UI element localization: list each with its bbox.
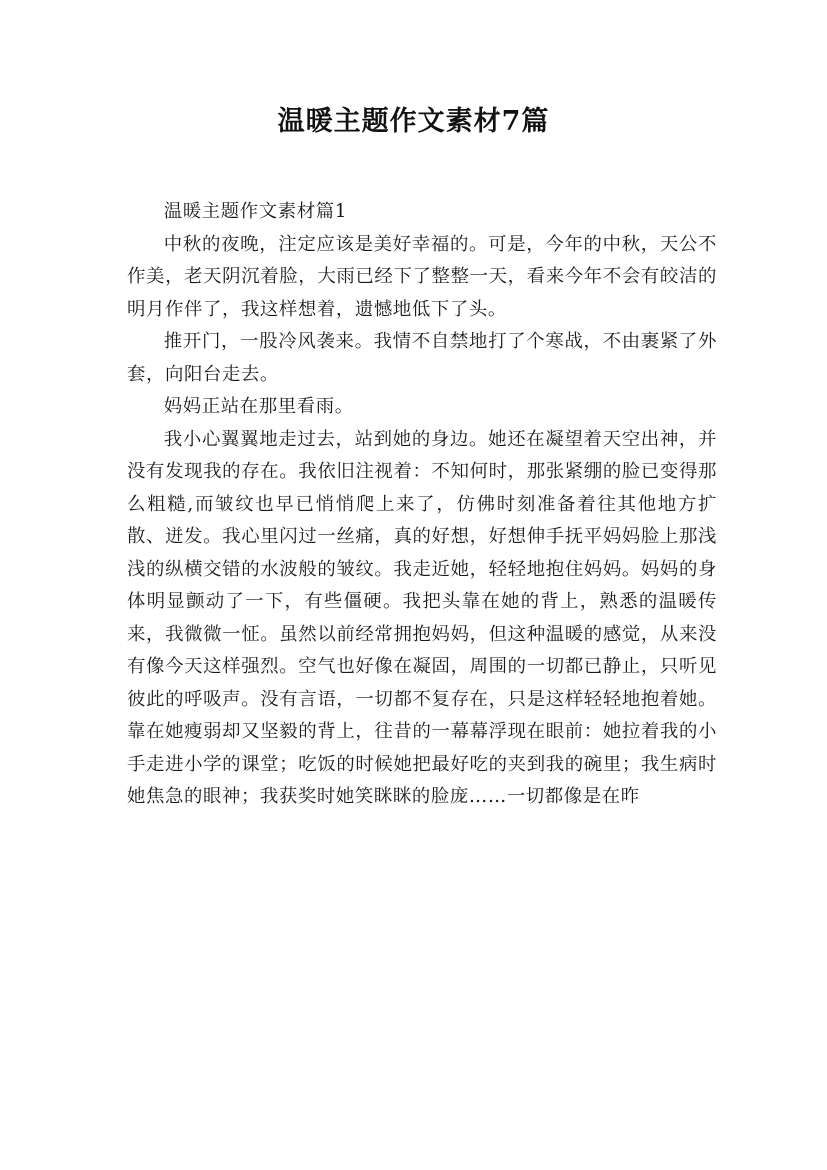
document-body [127,196,717,814]
paragraph-4: 我小心翼翼地走过去，站到她的身边。她还在凝望着天空出神，并没有发现我的存在。我依旧注视着：不知何时，那张紧绷的脸已变得那么粗糙,而皱纹也早已悄悄爬上来了，仿佛时刻准备着往其他地方扩散、迸发。我心里闪过一丝痛，真的好想，好想伸手抚平妈妈脸上那浅浅的纵横交错的水波般的皱纹。我走近她，轻轻地抱住妈妈。妈妈的身体明显颤动了一下，有些僵硬。我把头靠在她的背上，熟悉的温暖传来，我微微一怔。虽然以前经常拥抱妈妈，但这种温暖的感觉，从来没有像今天这样强烈。空气也好像在凝固，周围的一切都已静止，只听见彼此的呼吸声。没有言语，一切都不复存在，只是这样轻轻地抱着她。靠在她瘦弱却又坚毅的背上，往昔的一幕幕浮现在眼前：她拉着我的小手走进小学的课堂；吃饭的时候她把最好吃的夹到我的碗里；我生病时她焦急的眼神；我获奖时她笑眯眯的脸庞……一切都像是在昨 [127,428,717,807]
paragraph-2: 推开门，一股冷风袭来。我情不自禁地打了个寒战，不由裹紧了外套，向阳台走去。 [127,331,717,385]
document-title: 温暖主题作文素材7篇 [277,106,550,137]
section-heading: 温暖主题作文素材篇1 [163,201,348,222]
paragraph-3: 妈妈正站在那里看雨。 [163,396,354,417]
paragraph-1: 中秋的夜晚，注定应该是美好幸福的。可是，今年的中秋，天公不作美，老天阴沉着脸，大雨已经下了整整一天，看来今年不会有皎洁的明月作伴了，我这样想着，遗憾地低下了头。 [127,233,717,320]
